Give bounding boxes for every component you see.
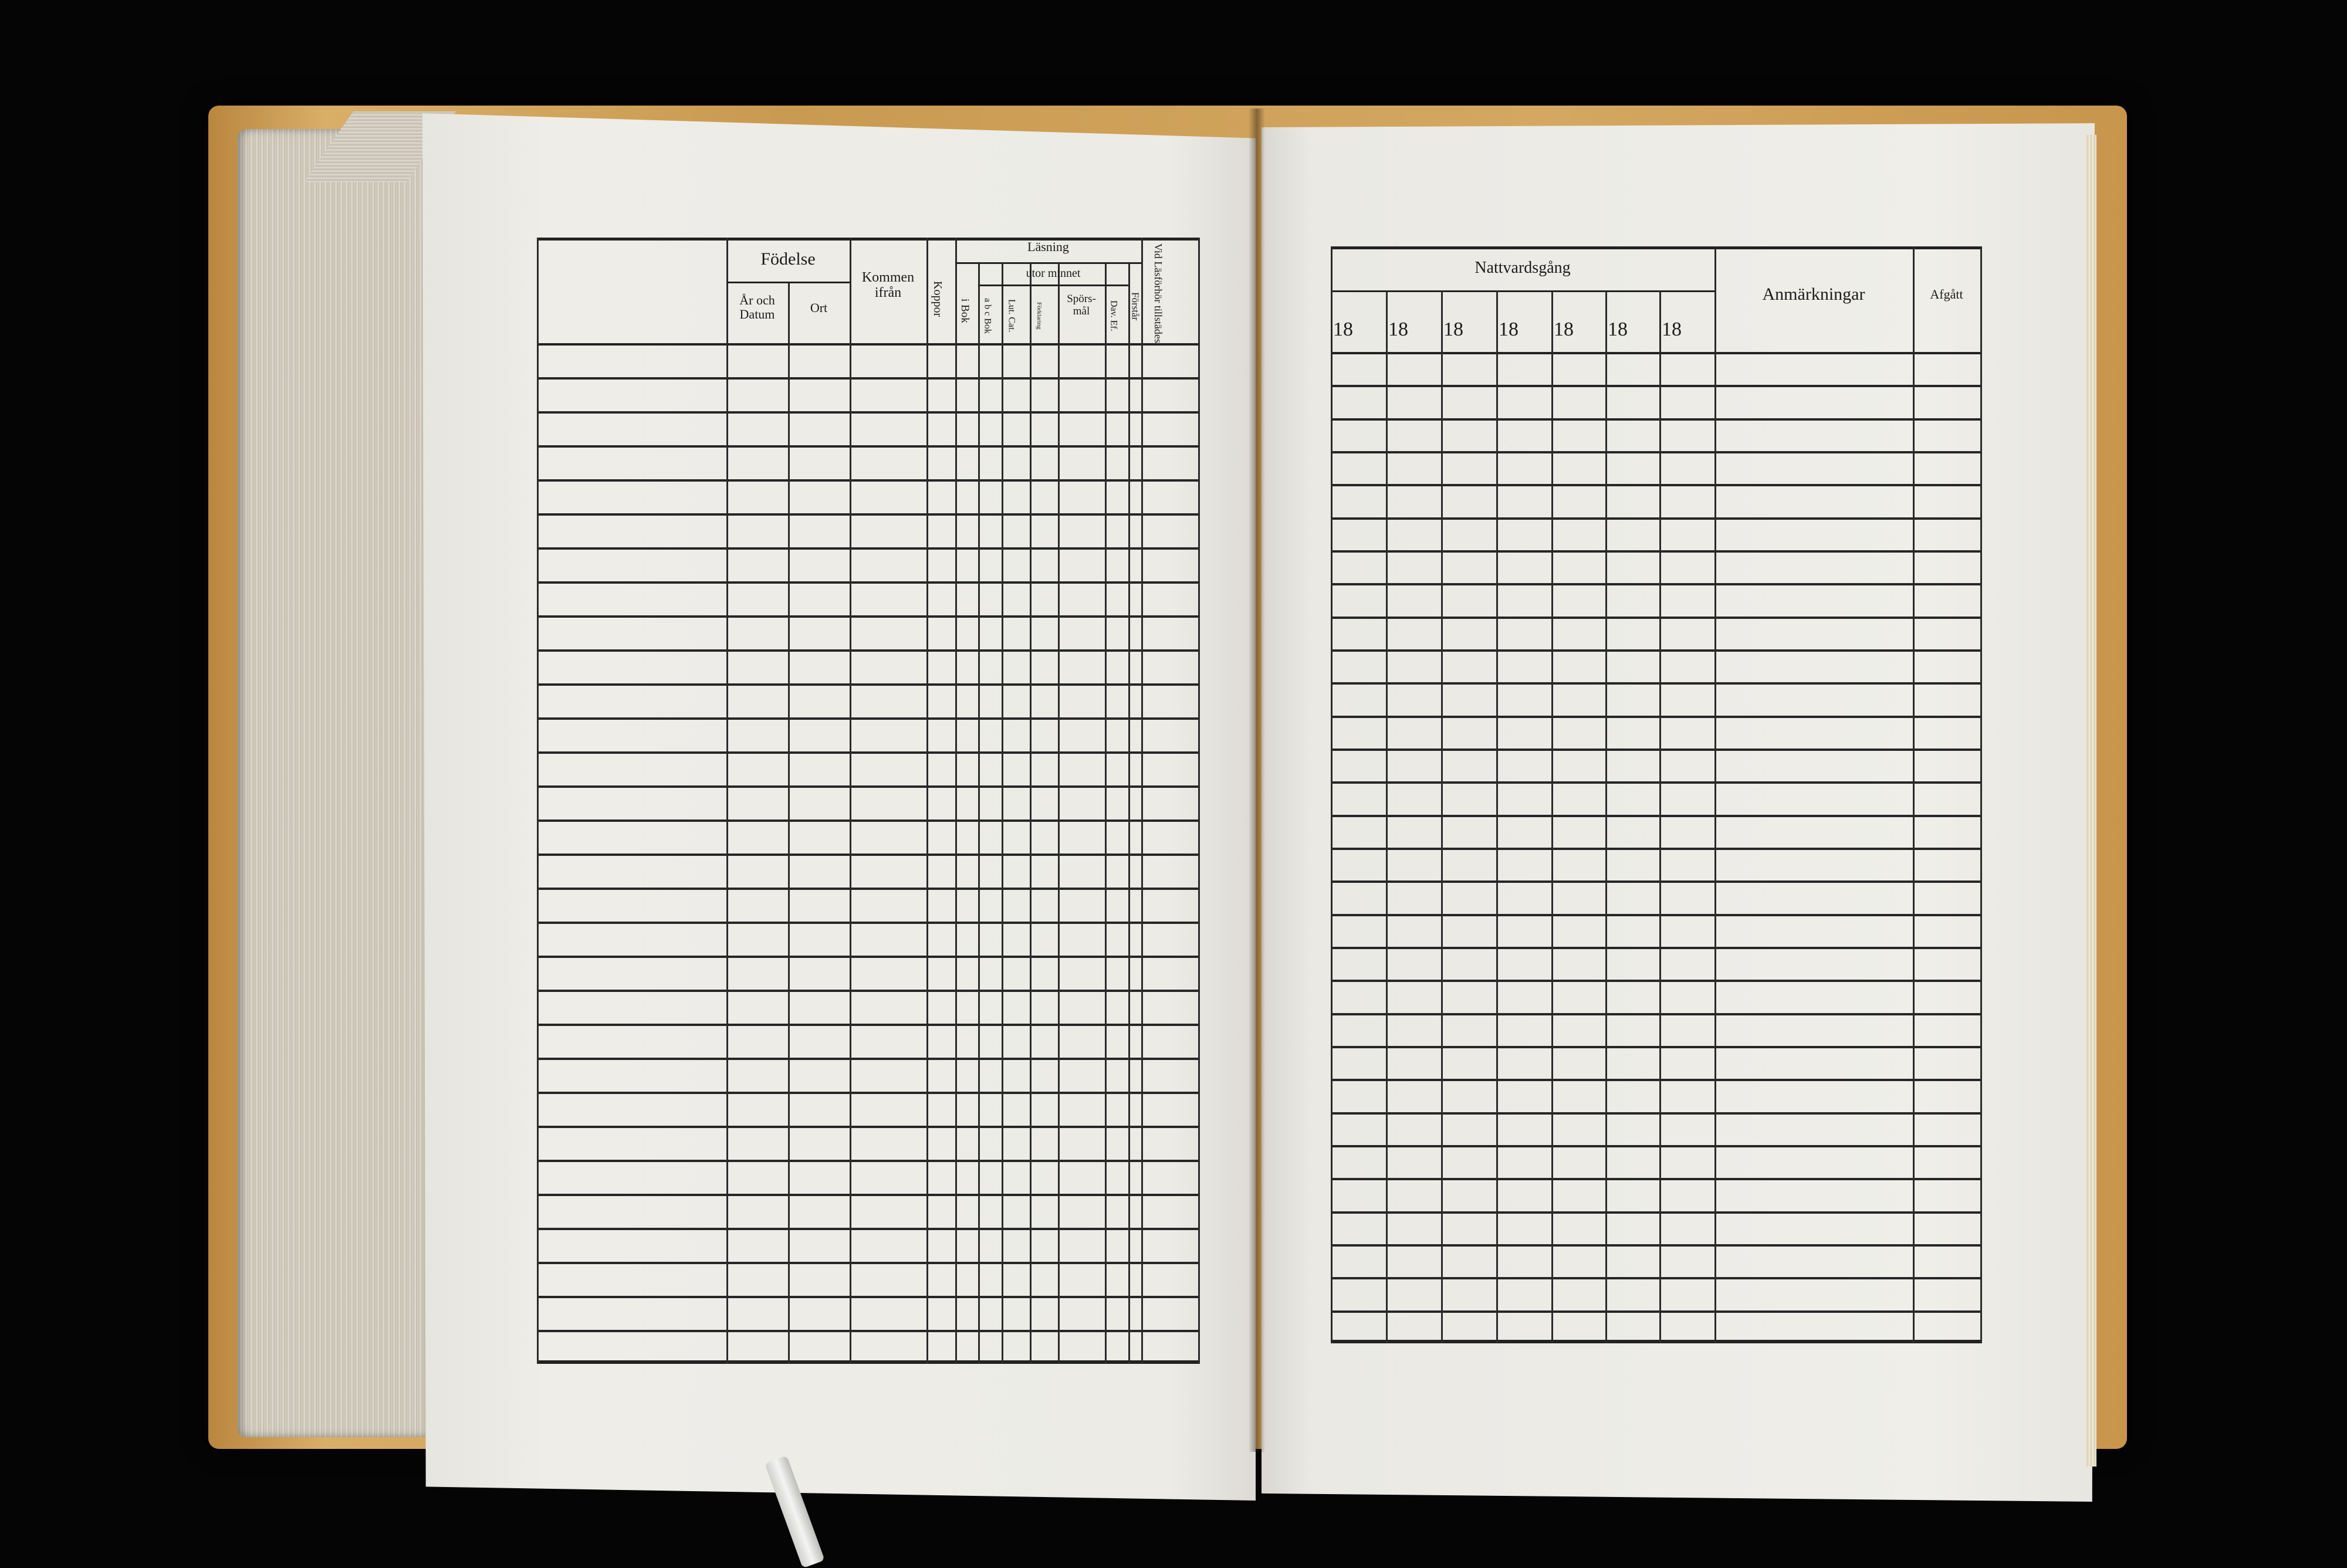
ruled-row-line <box>537 1228 1200 1230</box>
header-koppor: Koppor <box>931 281 944 317</box>
header-lasning: Läsning <box>1027 239 1069 254</box>
ruled-row-line <box>1331 682 1982 685</box>
right-page-edges <box>2086 135 2096 1467</box>
ruled-row-line <box>1331 517 1982 520</box>
right-col-rule <box>1605 290 1607 1343</box>
ruled-row-line <box>537 785 1200 788</box>
left-col-rule <box>788 282 790 1364</box>
header-abc-bok: a b c Bok <box>982 297 993 334</box>
ruled-row-line <box>1331 1277 1982 1279</box>
ruled-row-line <box>1331 617 1982 619</box>
ruled-row-line <box>1331 1310 1982 1313</box>
left-col-rule <box>850 238 851 1364</box>
ruled-row-line <box>1331 749 1982 751</box>
ruled-row-line <box>1331 418 1982 421</box>
left-col-rule <box>1002 264 1003 1364</box>
year-prefix-5: 18 <box>1554 319 1574 340</box>
ruled-row-line <box>537 717 1200 720</box>
ruled-row-line <box>1331 1244 1982 1247</box>
header-sporsmal: Spörs- mål <box>1067 293 1096 317</box>
header-utor-minnet: utor minnet <box>1026 267 1081 280</box>
header-anmarkningar: Anmärkningar <box>1762 285 1865 304</box>
left-col-rule <box>1058 264 1060 1364</box>
left-col-rule <box>1198 238 1200 1364</box>
ruled-row-line <box>1331 451 1982 453</box>
header-nattvardsgang: Nattvardsgång <box>1475 259 1571 277</box>
ruled-row-line <box>537 1330 1200 1332</box>
ruled-row-line <box>537 751 1200 754</box>
header-afgatt: Afgått <box>1930 287 1963 302</box>
ruled-row-line <box>537 990 1200 992</box>
ruled-row-line <box>537 479 1200 482</box>
ruled-row-line <box>1331 815 1982 817</box>
left-register-table <box>537 238 1200 1364</box>
ruled-row-line <box>537 513 1200 516</box>
ruled-row-line <box>537 1296 1200 1298</box>
year-prefix-7: 18 <box>1662 319 1682 340</box>
right-col-rule <box>1496 290 1498 1343</box>
left-header-subrule <box>955 262 1141 264</box>
left-ruled-rows <box>537 343 1200 1364</box>
year-prefix-4: 18 <box>1499 319 1519 340</box>
ruled-row-line <box>537 854 1200 856</box>
ruled-row-line <box>537 683 1200 686</box>
right-col-rule <box>1913 246 1915 1343</box>
ruled-row-line <box>1331 550 1982 553</box>
left-col-rule <box>1128 264 1130 1364</box>
header-forstar: Förstår <box>1129 292 1141 321</box>
ruled-row-line <box>1331 716 1982 718</box>
right-col-rule <box>1659 290 1661 1343</box>
left-header-subrule <box>726 282 850 283</box>
ruled-row-line <box>537 922 1200 924</box>
header-i-bok: i Bok <box>958 299 971 323</box>
ruled-row-line <box>537 581 1200 584</box>
header-ort: Ort <box>810 300 828 315</box>
right-col-rule <box>1441 290 1443 1343</box>
ruled-row-line <box>1331 1211 1982 1214</box>
ruled-row-line <box>1331 1013 1982 1015</box>
ruled-row-line <box>537 956 1200 958</box>
year-prefix-6: 18 <box>1608 319 1628 340</box>
ruled-row-line <box>1331 781 1982 784</box>
ruled-row-line <box>537 411 1200 414</box>
left-col-rule <box>1141 238 1143 1364</box>
ruled-row-line <box>1331 1178 1982 1180</box>
left-col-rule <box>537 238 539 1364</box>
right-ruled-rows <box>1331 352 1982 1343</box>
left-col-rule <box>978 264 980 1364</box>
ruled-row-line <box>537 445 1200 448</box>
ruled-row-line <box>1331 947 1982 949</box>
right-col-rule <box>1980 246 1982 1343</box>
year-prefix-1: 18 <box>1333 319 1353 340</box>
ruled-row-line <box>537 1262 1200 1264</box>
header-vid-lasforhor: Vid Läsförhör tillstädes <box>1152 243 1164 343</box>
ruled-row-line <box>1331 583 1982 585</box>
left-col-rule <box>926 238 928 1364</box>
book-gutter <box>1249 109 1265 1452</box>
ruled-row-line <box>1331 1079 1982 1081</box>
left-col-rule <box>1105 264 1107 1364</box>
right-col-rule <box>1714 246 1716 1343</box>
page-stack-edge <box>238 129 425 1437</box>
header-forklaring: Förklaring <box>1036 302 1043 330</box>
ruled-row-line <box>537 1160 1200 1162</box>
ruled-row-line <box>537 819 1200 822</box>
right-col-rule <box>1551 290 1553 1343</box>
ruled-row-line <box>1331 649 1982 652</box>
header-ar-och-datum: År och Datum <box>739 293 775 322</box>
ruled-row-line <box>1331 484 1982 486</box>
ruled-row-line <box>537 1194 1200 1196</box>
ruled-row-line <box>1331 880 1982 883</box>
left-header-subrule <box>978 285 1128 286</box>
ruled-row-line <box>1331 1145 1982 1147</box>
ruled-row-line <box>1331 1112 1982 1115</box>
ruled-row-line <box>537 547 1200 550</box>
right-col-rule <box>1331 246 1333 1343</box>
header-kommen-ifran: Kommen ifrån <box>861 270 915 301</box>
ruled-row-line <box>1331 914 1982 916</box>
ruled-row-line <box>537 1092 1200 1094</box>
right-col-rule <box>1386 290 1388 1343</box>
ruled-row-line <box>537 649 1200 652</box>
ruled-row-line <box>537 1058 1200 1060</box>
left-col-rule <box>1030 264 1032 1364</box>
year-prefix-2: 18 <box>1388 319 1408 340</box>
ruled-row-line <box>537 1126 1200 1128</box>
right-header-subrule <box>1331 290 1715 292</box>
left-col-rule <box>726 238 728 1364</box>
ruled-row-line <box>537 377 1200 380</box>
ruled-row-line <box>1331 385 1982 387</box>
year-header-cells <box>1331 302 1714 349</box>
ruled-row-line <box>537 888 1200 890</box>
header-dav-ef: Dav. Ef. <box>1108 300 1119 331</box>
year-prefix-3: 18 <box>1443 319 1463 340</box>
header-fodelse: Födelse <box>760 249 816 269</box>
header-lut-cat: Lut. Cat. <box>1006 299 1017 333</box>
left-col-rule <box>955 238 957 1364</box>
ruled-row-line <box>537 1024 1200 1026</box>
ruled-row-line <box>537 615 1200 618</box>
ruled-row-line <box>1331 980 1982 982</box>
ruled-row-line <box>1331 1046 1982 1048</box>
right-register-table <box>1331 246 1982 1343</box>
ruled-row-line <box>1331 848 1982 850</box>
